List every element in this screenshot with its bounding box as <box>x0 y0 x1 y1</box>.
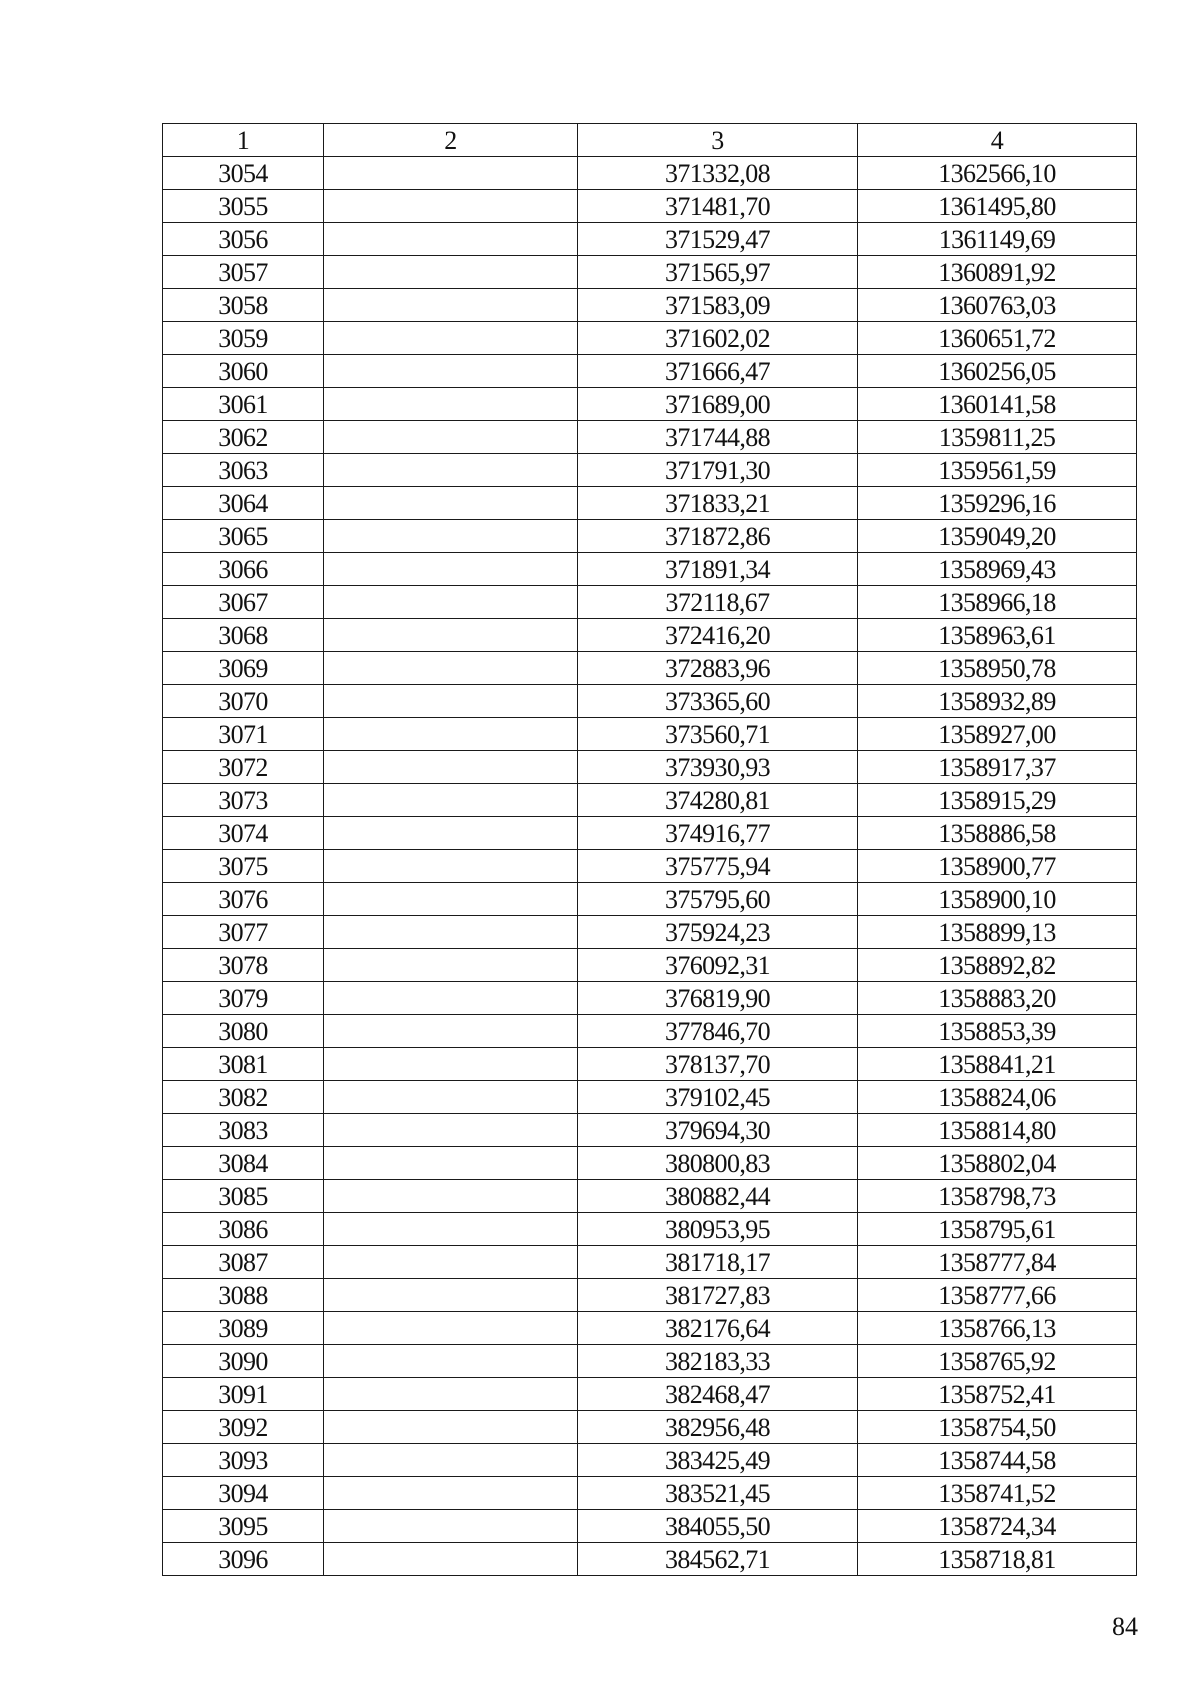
coordinate-y-cell: 1358900,10 <box>858 883 1137 916</box>
point-number-cell: 3067 <box>163 586 324 619</box>
column-2-cell <box>324 1411 578 1444</box>
coordinate-y-cell: 1358932,89 <box>858 685 1137 718</box>
point-number-cell: 3059 <box>163 322 324 355</box>
coordinate-x-cell: 371602,02 <box>578 322 858 355</box>
coordinate-x-cell: 377846,70 <box>578 1015 858 1048</box>
table-row <box>163 454 1137 487</box>
table-header-row <box>163 124 1137 157</box>
column-2-cell <box>324 1048 578 1081</box>
point-number-cell: 3064 <box>163 487 324 520</box>
column-2-cell <box>324 157 578 190</box>
coordinate-x-cell: 371689,00 <box>578 388 858 421</box>
point-number-cell: 3078 <box>163 949 324 982</box>
coordinate-x-cell: 375775,94 <box>578 850 858 883</box>
point-number-cell: 3057 <box>163 256 324 289</box>
point-number-cell: 3061 <box>163 388 324 421</box>
column-2-cell <box>324 421 578 454</box>
point-number-cell: 3082 <box>163 1081 324 1114</box>
coordinate-x-cell: 371891,34 <box>578 553 858 586</box>
column-2-cell <box>324 322 578 355</box>
table-row <box>163 916 1137 949</box>
column-2-cell <box>324 718 578 751</box>
coordinate-y-cell: 1358765,92 <box>858 1345 1137 1378</box>
table-row <box>163 718 1137 751</box>
coordinate-y-cell: 1358966,18 <box>858 586 1137 619</box>
table-row <box>163 982 1137 1015</box>
table-row <box>163 949 1137 982</box>
column-2-cell <box>324 1279 578 1312</box>
coordinate-x-cell: 378137,70 <box>578 1048 858 1081</box>
column-header-1: 1 <box>163 124 324 157</box>
coordinate-y-cell: 1358777,84 <box>858 1246 1137 1279</box>
column-2-cell <box>324 1213 578 1246</box>
column-2-cell <box>324 454 578 487</box>
column-2-cell <box>324 1180 578 1213</box>
table-row <box>163 1411 1137 1444</box>
coordinate-x-cell: 372118,67 <box>578 586 858 619</box>
column-2-cell <box>324 1114 578 1147</box>
coordinate-y-cell: 1358798,73 <box>858 1180 1137 1213</box>
coordinate-y-cell: 1358969,43 <box>858 553 1137 586</box>
column-2-cell <box>324 355 578 388</box>
coordinate-x-cell: 371666,47 <box>578 355 858 388</box>
point-number-cell: 3080 <box>163 1015 324 1048</box>
coordinate-y-cell: 1359296,16 <box>858 487 1137 520</box>
table-row <box>163 685 1137 718</box>
table-row <box>163 421 1137 454</box>
coordinate-y-cell: 1359561,59 <box>858 454 1137 487</box>
column-2-cell <box>324 685 578 718</box>
coordinate-x-cell: 373930,93 <box>578 751 858 784</box>
column-2-cell <box>324 1312 578 1345</box>
coordinate-x-cell: 379102,45 <box>578 1081 858 1114</box>
column-2-cell <box>324 751 578 784</box>
table-row <box>163 256 1137 289</box>
point-number-cell: 3058 <box>163 289 324 322</box>
table-row <box>163 1015 1137 1048</box>
coordinate-y-cell: 1358917,37 <box>858 751 1137 784</box>
coordinate-x-cell: 379694,30 <box>578 1114 858 1147</box>
column-2-cell <box>324 982 578 1015</box>
column-2-cell <box>324 817 578 850</box>
column-header-4: 4 <box>858 124 1137 157</box>
coordinate-x-cell: 380800,83 <box>578 1147 858 1180</box>
table-row <box>163 751 1137 784</box>
point-number-cell: 3055 <box>163 190 324 223</box>
point-number-cell: 3081 <box>163 1048 324 1081</box>
point-number-cell: 3086 <box>163 1213 324 1246</box>
coordinate-x-cell: 383425,49 <box>578 1444 858 1477</box>
coordinate-y-cell: 1359049,20 <box>858 520 1137 553</box>
column-2-cell <box>324 883 578 916</box>
column-2-cell <box>324 916 578 949</box>
column-2-cell <box>324 256 578 289</box>
column-2-cell <box>324 619 578 652</box>
coordinate-y-cell: 1360141,58 <box>858 388 1137 421</box>
coordinate-x-cell: 384562,71 <box>578 1543 858 1576</box>
point-number-cell: 3069 <box>163 652 324 685</box>
coordinate-x-cell: 376092,31 <box>578 949 858 982</box>
point-number-cell: 3088 <box>163 1279 324 1312</box>
coordinate-y-cell: 1358899,13 <box>858 916 1137 949</box>
coordinate-y-cell: 1358752,41 <box>858 1378 1137 1411</box>
coordinate-y-cell: 1358824,06 <box>858 1081 1137 1114</box>
table-row <box>163 619 1137 652</box>
table-row <box>163 1114 1137 1147</box>
column-2-cell <box>324 1378 578 1411</box>
coordinate-y-cell: 1358900,77 <box>858 850 1137 883</box>
coordinate-x-cell: 382468,47 <box>578 1378 858 1411</box>
coordinate-y-cell: 1358744,58 <box>858 1444 1137 1477</box>
coordinate-y-cell: 1358777,66 <box>858 1279 1137 1312</box>
coordinate-x-cell: 372416,20 <box>578 619 858 652</box>
column-2-cell <box>324 190 578 223</box>
column-2-cell <box>324 586 578 619</box>
point-number-cell: 3091 <box>163 1378 324 1411</box>
point-number-cell: 3063 <box>163 454 324 487</box>
coordinate-y-cell: 1358814,80 <box>858 1114 1137 1147</box>
point-number-cell: 3092 <box>163 1411 324 1444</box>
point-number-cell: 3096 <box>163 1543 324 1576</box>
coordinate-x-cell: 374280,81 <box>578 784 858 817</box>
coordinate-x-cell: 381727,83 <box>578 1279 858 1312</box>
point-number-cell: 3095 <box>163 1510 324 1543</box>
table-row <box>163 1543 1137 1576</box>
coordinate-x-cell: 381718,17 <box>578 1246 858 1279</box>
column-2-cell <box>324 1345 578 1378</box>
coordinate-y-cell: 1360651,72 <box>858 322 1137 355</box>
column-2-cell <box>324 1477 578 1510</box>
column-2-cell <box>324 487 578 520</box>
coordinate-x-cell: 382176,64 <box>578 1312 858 1345</box>
table-row <box>163 1444 1137 1477</box>
coordinate-y-cell: 1358853,39 <box>858 1015 1137 1048</box>
point-number-cell: 3070 <box>163 685 324 718</box>
column-2-cell <box>324 1543 578 1576</box>
point-number-cell: 3084 <box>163 1147 324 1180</box>
table-row <box>163 1378 1137 1411</box>
point-number-cell: 3074 <box>163 817 324 850</box>
point-number-cell: 3054 <box>163 157 324 190</box>
table-row <box>163 1147 1137 1180</box>
point-number-cell: 3089 <box>163 1312 324 1345</box>
column-2-cell <box>324 949 578 982</box>
coordinate-y-cell: 1361495,80 <box>858 190 1137 223</box>
coordinate-x-cell: 384055,50 <box>578 1510 858 1543</box>
point-number-cell: 3065 <box>163 520 324 553</box>
coordinate-y-cell: 1358718,81 <box>858 1543 1137 1576</box>
table-row <box>163 1510 1137 1543</box>
point-number-cell: 3066 <box>163 553 324 586</box>
table-row <box>163 157 1137 190</box>
coordinate-x-cell: 383521,45 <box>578 1477 858 1510</box>
table-row <box>163 355 1137 388</box>
coordinate-y-cell: 1358963,61 <box>858 619 1137 652</box>
coordinate-x-cell: 375924,23 <box>578 916 858 949</box>
table-row <box>163 1345 1137 1378</box>
coordinate-y-cell: 1358892,82 <box>858 949 1137 982</box>
table-row <box>163 1048 1137 1081</box>
table-row <box>163 1312 1137 1345</box>
coordinate-x-cell: 373560,71 <box>578 718 858 751</box>
coordinate-y-cell: 1358886,58 <box>858 817 1137 850</box>
table-row <box>163 190 1137 223</box>
coordinate-y-cell: 1360891,92 <box>858 256 1137 289</box>
table-row <box>163 784 1137 817</box>
table-row <box>163 322 1137 355</box>
coordinate-x-cell: 371332,08 <box>578 157 858 190</box>
point-number-cell: 3056 <box>163 223 324 256</box>
coordinate-y-cell: 1358741,52 <box>858 1477 1137 1510</box>
table-row <box>163 553 1137 586</box>
coordinate-x-cell: 374916,77 <box>578 817 858 850</box>
column-2-cell <box>324 553 578 586</box>
coordinate-y-cell: 1358883,20 <box>858 982 1137 1015</box>
table-row <box>163 883 1137 916</box>
coordinate-x-cell: 371872,86 <box>578 520 858 553</box>
point-number-cell: 3079 <box>163 982 324 1015</box>
table-row <box>163 487 1137 520</box>
point-number-cell: 3060 <box>163 355 324 388</box>
coordinate-y-cell: 1358927,00 <box>858 718 1137 751</box>
column-2-cell <box>324 1147 578 1180</box>
coordinate-y-cell: 1358795,61 <box>858 1213 1137 1246</box>
coordinate-x-cell: 375795,60 <box>578 883 858 916</box>
coordinate-y-cell: 1358724,34 <box>858 1510 1137 1543</box>
point-number-cell: 3085 <box>163 1180 324 1213</box>
column-2-cell <box>324 223 578 256</box>
point-number-cell: 3068 <box>163 619 324 652</box>
coordinate-y-cell: 1358950,78 <box>858 652 1137 685</box>
table-row <box>163 1477 1137 1510</box>
point-number-cell: 3087 <box>163 1246 324 1279</box>
coordinate-y-cell: 1358754,50 <box>858 1411 1137 1444</box>
coordinate-y-cell: 1362566,10 <box>858 157 1137 190</box>
table-row <box>163 1246 1137 1279</box>
table-row <box>163 1081 1137 1114</box>
coordinate-y-cell: 1359811,25 <box>858 421 1137 454</box>
coordinate-x-cell: 382956,48 <box>578 1411 858 1444</box>
table-row <box>163 388 1137 421</box>
coordinate-x-cell: 372883,96 <box>578 652 858 685</box>
coordinate-y-cell: 1358766,13 <box>858 1312 1137 1345</box>
coordinate-x-cell: 371583,09 <box>578 289 858 322</box>
table-row <box>163 289 1137 322</box>
coordinate-x-cell: 371833,21 <box>578 487 858 520</box>
coordinate-x-cell: 371529,47 <box>578 223 858 256</box>
table-row <box>163 817 1137 850</box>
column-header-2: 2 <box>324 124 578 157</box>
coordinate-x-cell: 380882,44 <box>578 1180 858 1213</box>
coordinate-y-cell: 1361149,69 <box>858 223 1137 256</box>
point-number-cell: 3075 <box>163 850 324 883</box>
column-2-cell <box>324 1510 578 1543</box>
point-number-cell: 3062 <box>163 421 324 454</box>
point-number-cell: 3073 <box>163 784 324 817</box>
coordinate-y-cell: 1360256,05 <box>858 355 1137 388</box>
point-number-cell: 3093 <box>163 1444 324 1477</box>
coordinate-y-cell: 1358841,21 <box>858 1048 1137 1081</box>
coordinate-x-cell: 371744,88 <box>578 421 858 454</box>
coordinate-x-cell: 371565,97 <box>578 256 858 289</box>
coordinate-x-cell: 373365,60 <box>578 685 858 718</box>
column-2-cell <box>324 652 578 685</box>
column-2-cell <box>324 1015 578 1048</box>
coordinate-x-cell: 380953,95 <box>578 1213 858 1246</box>
coordinate-x-cell: 371791,30 <box>578 454 858 487</box>
coordinates-table <box>162 123 1137 1576</box>
column-2-cell <box>324 388 578 421</box>
column-2-cell <box>324 1444 578 1477</box>
column-2-cell <box>324 289 578 322</box>
table-body <box>163 157 1137 1576</box>
coordinate-y-cell: 1358802,04 <box>858 1147 1137 1180</box>
coordinate-y-cell: 1360763,03 <box>858 289 1137 322</box>
point-number-cell: 3076 <box>163 883 324 916</box>
point-number-cell: 3077 <box>163 916 324 949</box>
point-number-cell: 3072 <box>163 751 324 784</box>
coordinate-x-cell: 382183,33 <box>578 1345 858 1378</box>
table-row <box>163 850 1137 883</box>
page-number: 84 <box>1112 1612 1138 1641</box>
point-number-cell: 3083 <box>163 1114 324 1147</box>
column-2-cell <box>324 850 578 883</box>
column-2-cell <box>324 784 578 817</box>
point-number-cell: 3071 <box>163 718 324 751</box>
table-row <box>163 652 1137 685</box>
table-row <box>163 1180 1137 1213</box>
coordinate-x-cell: 376819,90 <box>578 982 858 1015</box>
table-row <box>163 586 1137 619</box>
point-number-cell: 3094 <box>163 1477 324 1510</box>
column-header-3: 3 <box>578 124 858 157</box>
point-number-cell: 3090 <box>163 1345 324 1378</box>
table-row <box>163 520 1137 553</box>
table-row <box>163 1279 1137 1312</box>
coordinate-y-cell: 1358915,29 <box>858 784 1137 817</box>
coordinate-x-cell: 371481,70 <box>578 190 858 223</box>
column-2-cell <box>324 1246 578 1279</box>
column-2-cell <box>324 1081 578 1114</box>
table-row <box>163 1213 1137 1246</box>
table-row <box>163 223 1137 256</box>
column-2-cell <box>324 520 578 553</box>
